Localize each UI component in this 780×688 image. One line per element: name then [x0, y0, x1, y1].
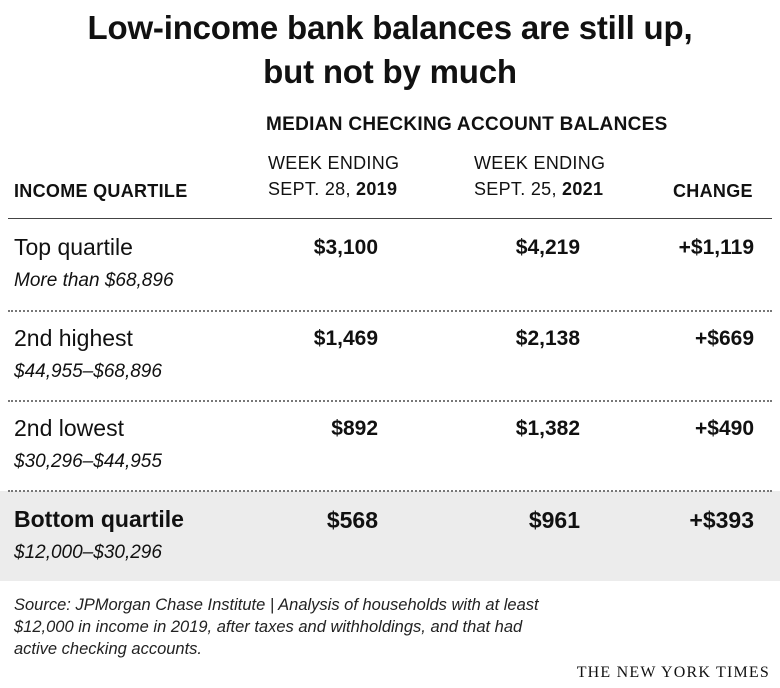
row-income-range: $30,296–$44,955 — [14, 451, 162, 472]
column-header-2019-line2 — [268, 176, 399, 202]
source-line-3: active checking accounts. — [14, 640, 203, 658]
row-divider — [8, 400, 772, 402]
row-label: 2nd highest — [14, 325, 133, 351]
row-income-range: $12,000–$30,296 — [14, 542, 162, 563]
row-income-range: $44,955–$68,896 — [14, 361, 162, 382]
column-header-2019-year: 2019 — [356, 179, 398, 199]
bottom-row-highlight — [0, 491, 780, 581]
cell-2019: $3,100 — [313, 236, 378, 259]
title-line-2: but not by much — [263, 53, 517, 90]
table-subtitle: MEDIAN CHECKING ACCOUNT BALANCES — [266, 114, 668, 135]
chart-title — [0, 6, 780, 94]
publisher-credit: THE NEW YORK TIMES — [576, 664, 770, 681]
column-header-2021-line1: WEEK ENDING — [474, 153, 606, 173]
column-header-2021-year: 2021 — [562, 179, 604, 199]
title-line-1: Low-income bank balances are still up, — [87, 9, 693, 46]
source-line-1: Source: JPMorgan Chase Institute | Analysis of households with at least — [14, 596, 539, 614]
cell-change: +$393 — [689, 507, 754, 533]
cell-2019: $892 — [331, 417, 378, 440]
column-header-2019 — [268, 150, 399, 202]
cell-2021: $961 — [528, 507, 580, 533]
cell-2021: $2,138 — [515, 327, 580, 350]
cell-2019: $1,469 — [313, 327, 378, 350]
header-divider — [8, 218, 772, 219]
cell-change: +$490 — [695, 417, 754, 440]
cell-change: +$1,119 — [678, 236, 754, 259]
column-header-2021 — [474, 150, 605, 202]
cell-2021: $1,382 — [515, 417, 580, 440]
column-header-2019-line1: WEEK ENDING — [268, 153, 400, 173]
column-header-income: INCOME QUARTILE — [14, 181, 188, 201]
column-header-change: CHANGE — [673, 181, 753, 201]
row-label: Bottom quartile — [14, 506, 184, 532]
column-header-2021-line2 — [474, 176, 605, 202]
column-header-2021-date: SEPT. 25, — [474, 179, 563, 199]
source-line-2: $12,000 in income in 2019, after taxes and withholdings, and that had — [14, 618, 523, 636]
cell-change: +$669 — [695, 327, 754, 350]
row-label: 2nd lowest — [14, 415, 124, 441]
column-header-2019-date: SEPT. 28, — [268, 179, 357, 199]
row-divider — [8, 490, 772, 492]
cell-2021: $4,219 — [515, 236, 580, 259]
row-divider — [8, 310, 772, 312]
cell-2019: $568 — [326, 507, 378, 533]
row-label: Top quartile — [14, 234, 133, 260]
source-note — [14, 594, 714, 660]
row-income-range: More than $68,896 — [14, 270, 174, 291]
